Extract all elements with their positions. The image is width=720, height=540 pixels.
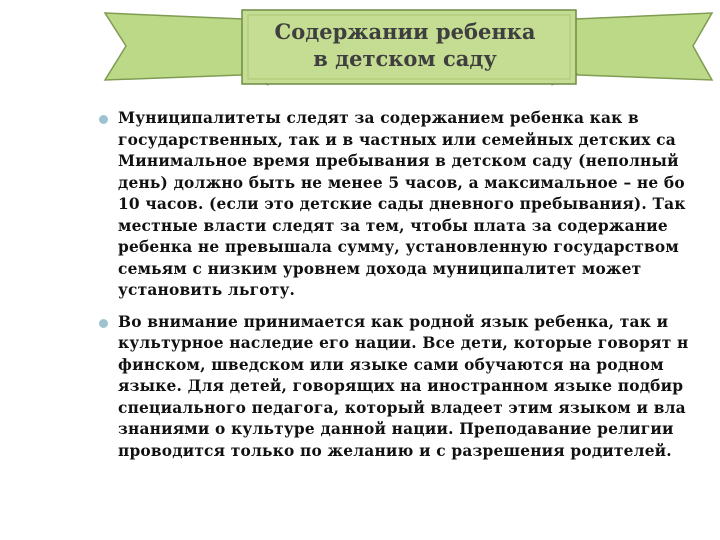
- text-line: ребенка не превышала сумму, установленную государством: [118, 238, 679, 256]
- page-title: [245, 18, 565, 72]
- text-line: культурное наследие его нации. Все дети, которые говорят н: [118, 334, 689, 352]
- text-line: Минимальное время пребывания в детском саду (неполный: [118, 152, 679, 170]
- bullet-list: [0, 108, 720, 540]
- text-line: специального педагога, который владеет этим языком и вла: [118, 398, 686, 417]
- text-line: семьям с низким уровнем дохода муниципалитет может: [118, 259, 642, 278]
- bullet-icon: [99, 319, 108, 328]
- text-line: установить льготу.: [118, 281, 296, 299]
- list-item: [0, 312, 720, 463]
- title-line-2: в детском саду: [313, 46, 497, 71]
- title-banner: [0, 0, 720, 95]
- text-line: языке. Для детей, говорящих на иностранном языке подбир: [118, 377, 684, 395]
- text-line: Муниципалитеты следят за содержанием ребенка как в: [118, 109, 639, 127]
- text-line: день) должно быть не менее 5 часов, а максимальное – не бо: [118, 173, 685, 192]
- text-line: проводится только по желанию и с разрешения родителей.: [118, 441, 672, 460]
- text-line: местные власти следят за тем, чтобы плата за содержание: [118, 216, 668, 235]
- text-line: 10 часов. (если это детские сады дневного пребывания). Так: [118, 195, 686, 213]
- text-line: Во внимание принимается как родной язык ребенка, так и: [118, 312, 669, 331]
- text-line: финском, шведском или языке сами обучаются на родном: [118, 355, 664, 374]
- list-item: [0, 108, 720, 302]
- title-line-1: Содержании ребенка: [274, 19, 536, 44]
- text-line: знаниями о культуре данной нации. Преподавание религии: [118, 420, 674, 438]
- bullet-icon: [99, 115, 108, 124]
- text-line: государственных, так и в частных или семейных детских са: [118, 130, 676, 149]
